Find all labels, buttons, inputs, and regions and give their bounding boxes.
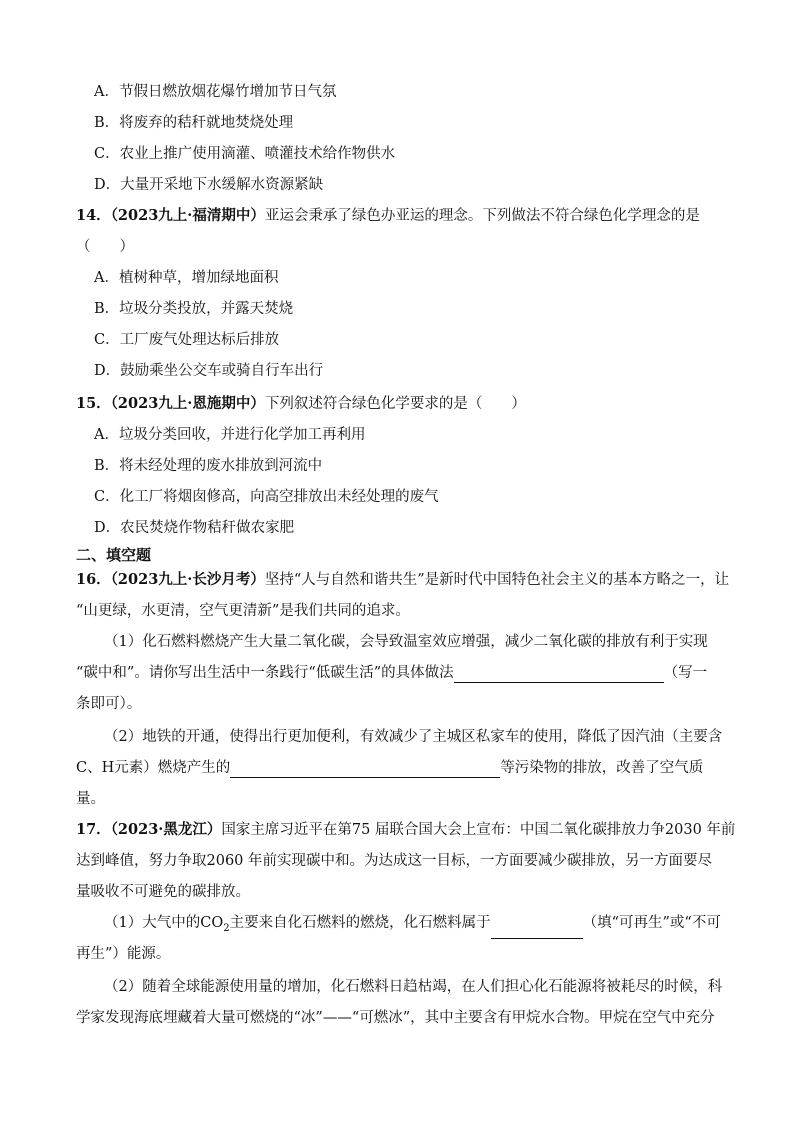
q14-source: （2023九上·福清期中） [110,207,265,224]
q16-part2-line3: 量。 [76,791,105,807]
q17-part2-line1: （2）随着全球能源使用量的增加，化石燃料日趋枯竭，在人们担心化石能源将被耗尽的时候，科 [104,979,723,995]
q17-number: 17． [76,821,111,838]
q15-option-a: A．垃圾分类回收，并进行化学加工再利用 [94,427,366,443]
q17-stem-line2: 达到峰值，努力争取2060 年前实现碳中和。为达成这一目标，一方面要减少碳排放，另一方面要尽 [76,853,713,869]
q16-part1-text: “碳中和”。请你写出生活中一条践行“低碳生活”的具体做法 [76,665,454,681]
q17-part1-line2: 再生”）能源。 [76,946,171,962]
q14-option-a: A．植树种草，增加绿地面积 [94,270,279,286]
co2-subscript: 2 [223,922,230,934]
q17-source: （2023·黑龙江） [110,821,222,838]
q14-stem [76,206,700,226]
q14-number: 14． [76,207,111,224]
q13-option-b: B．将废弃的秸秆就地焚烧处理 [94,115,294,131]
q16-answer-blank-2[interactable] [230,761,500,778]
q17-part1-text-a: （1）大气中的CO [104,915,224,931]
q17-part1-text-b: 主要来自化石燃料的燃烧，化石燃料属于 [229,915,491,931]
q16-part2-note: 等污染物的排放，改善了空气质 [500,760,704,776]
q17-text: 国家主席习近平在第75 届联合国大会上宣布：中国二氧化碳排放力争2030 年前 [221,822,736,838]
q15-option-b: B．将未经处理的废水排放到河流中 [94,458,323,474]
q16-part1-note: （写一 [663,665,708,681]
q15-number: 15． [76,395,111,412]
q14-option-c: C．工厂废气处理达标后排放 [94,332,280,348]
q14-option-d: D．鼓励乘坐公交车或骑自行车出行 [94,363,324,379]
q17-stem-line3: 量吸收不可避免的碳排放。 [76,884,250,900]
q16-source: （2023九上·长沙月考） [110,571,265,588]
q16-stem-line2: “山更绿，水更清，空气更清新”是我们共同的追求。 [76,603,410,619]
q17-part2-line2: 学家发现海底埋藏着大量可燃烧的“冰”——“可燃冰”，其中主要含有甲烷水合物。甲烷在空气中充分 [76,1010,715,1026]
q14-text: 亚运会秉承了绿色办亚运的理念。下列做法不符合绿色化学理念的是 [264,208,700,224]
q17-part1-text-c: （填“可再生”或“不可 [582,915,721,931]
section-heading: 二、填空题 [76,546,152,564]
q15-stem [76,394,526,414]
q16-part2-text: C、H元素）燃烧产生的 [76,760,231,776]
q16-part2-line1: （2）地铁的开通，使得出行更加便利，有效减少了主城区私家车的使用，降低了因汽油（主要含 [104,729,723,745]
q16-part1-line3: 条即可）。 [76,696,142,712]
q15-option-c: C．化工厂将烟囱修高，向高空排放出未经处理的废气 [94,489,439,505]
q16-part1-line1: （1）化石燃料燃烧产生大量二氧化碳，会导致温室效应增强，减少二氧化碳的排放有利于实现 [104,634,708,650]
q15-option-d: D．农民焚烧作物秸秆做农家肥 [94,520,295,536]
q16-number: 16． [76,571,111,588]
q13-option-a: A．节假日燃放烟花爆竹增加节日气氛 [94,84,337,100]
q17-answer-blank-1[interactable] [491,922,583,939]
q16-part2-line2 [76,758,703,778]
q16-text: 坚持“人与自然和谐共生”是新时代中国特色社会主义的基本方略之一，让 [264,572,730,588]
q16-stem-line1 [76,570,729,590]
q16-part1-line2 [76,663,707,683]
q14-option-b: B．垃圾分类投放，并露天焚烧 [94,301,294,317]
q13-option-c: C．农业上推广使用滴灌、喷灌技术给作物供水 [94,146,396,162]
q17-part1-line1 [104,913,721,939]
q17-stem-line1 [76,820,735,840]
q14-paren: （ ） [76,239,134,255]
q15-source: （2023九上·恩施期中） [110,395,265,412]
q13-option-d: D．大量开采地下水缓解水资源紧缺 [94,177,324,193]
q15-text: 下列叙述符合绿色化学要求的是（ ） [264,396,526,412]
q16-answer-blank-1[interactable] [454,666,664,683]
